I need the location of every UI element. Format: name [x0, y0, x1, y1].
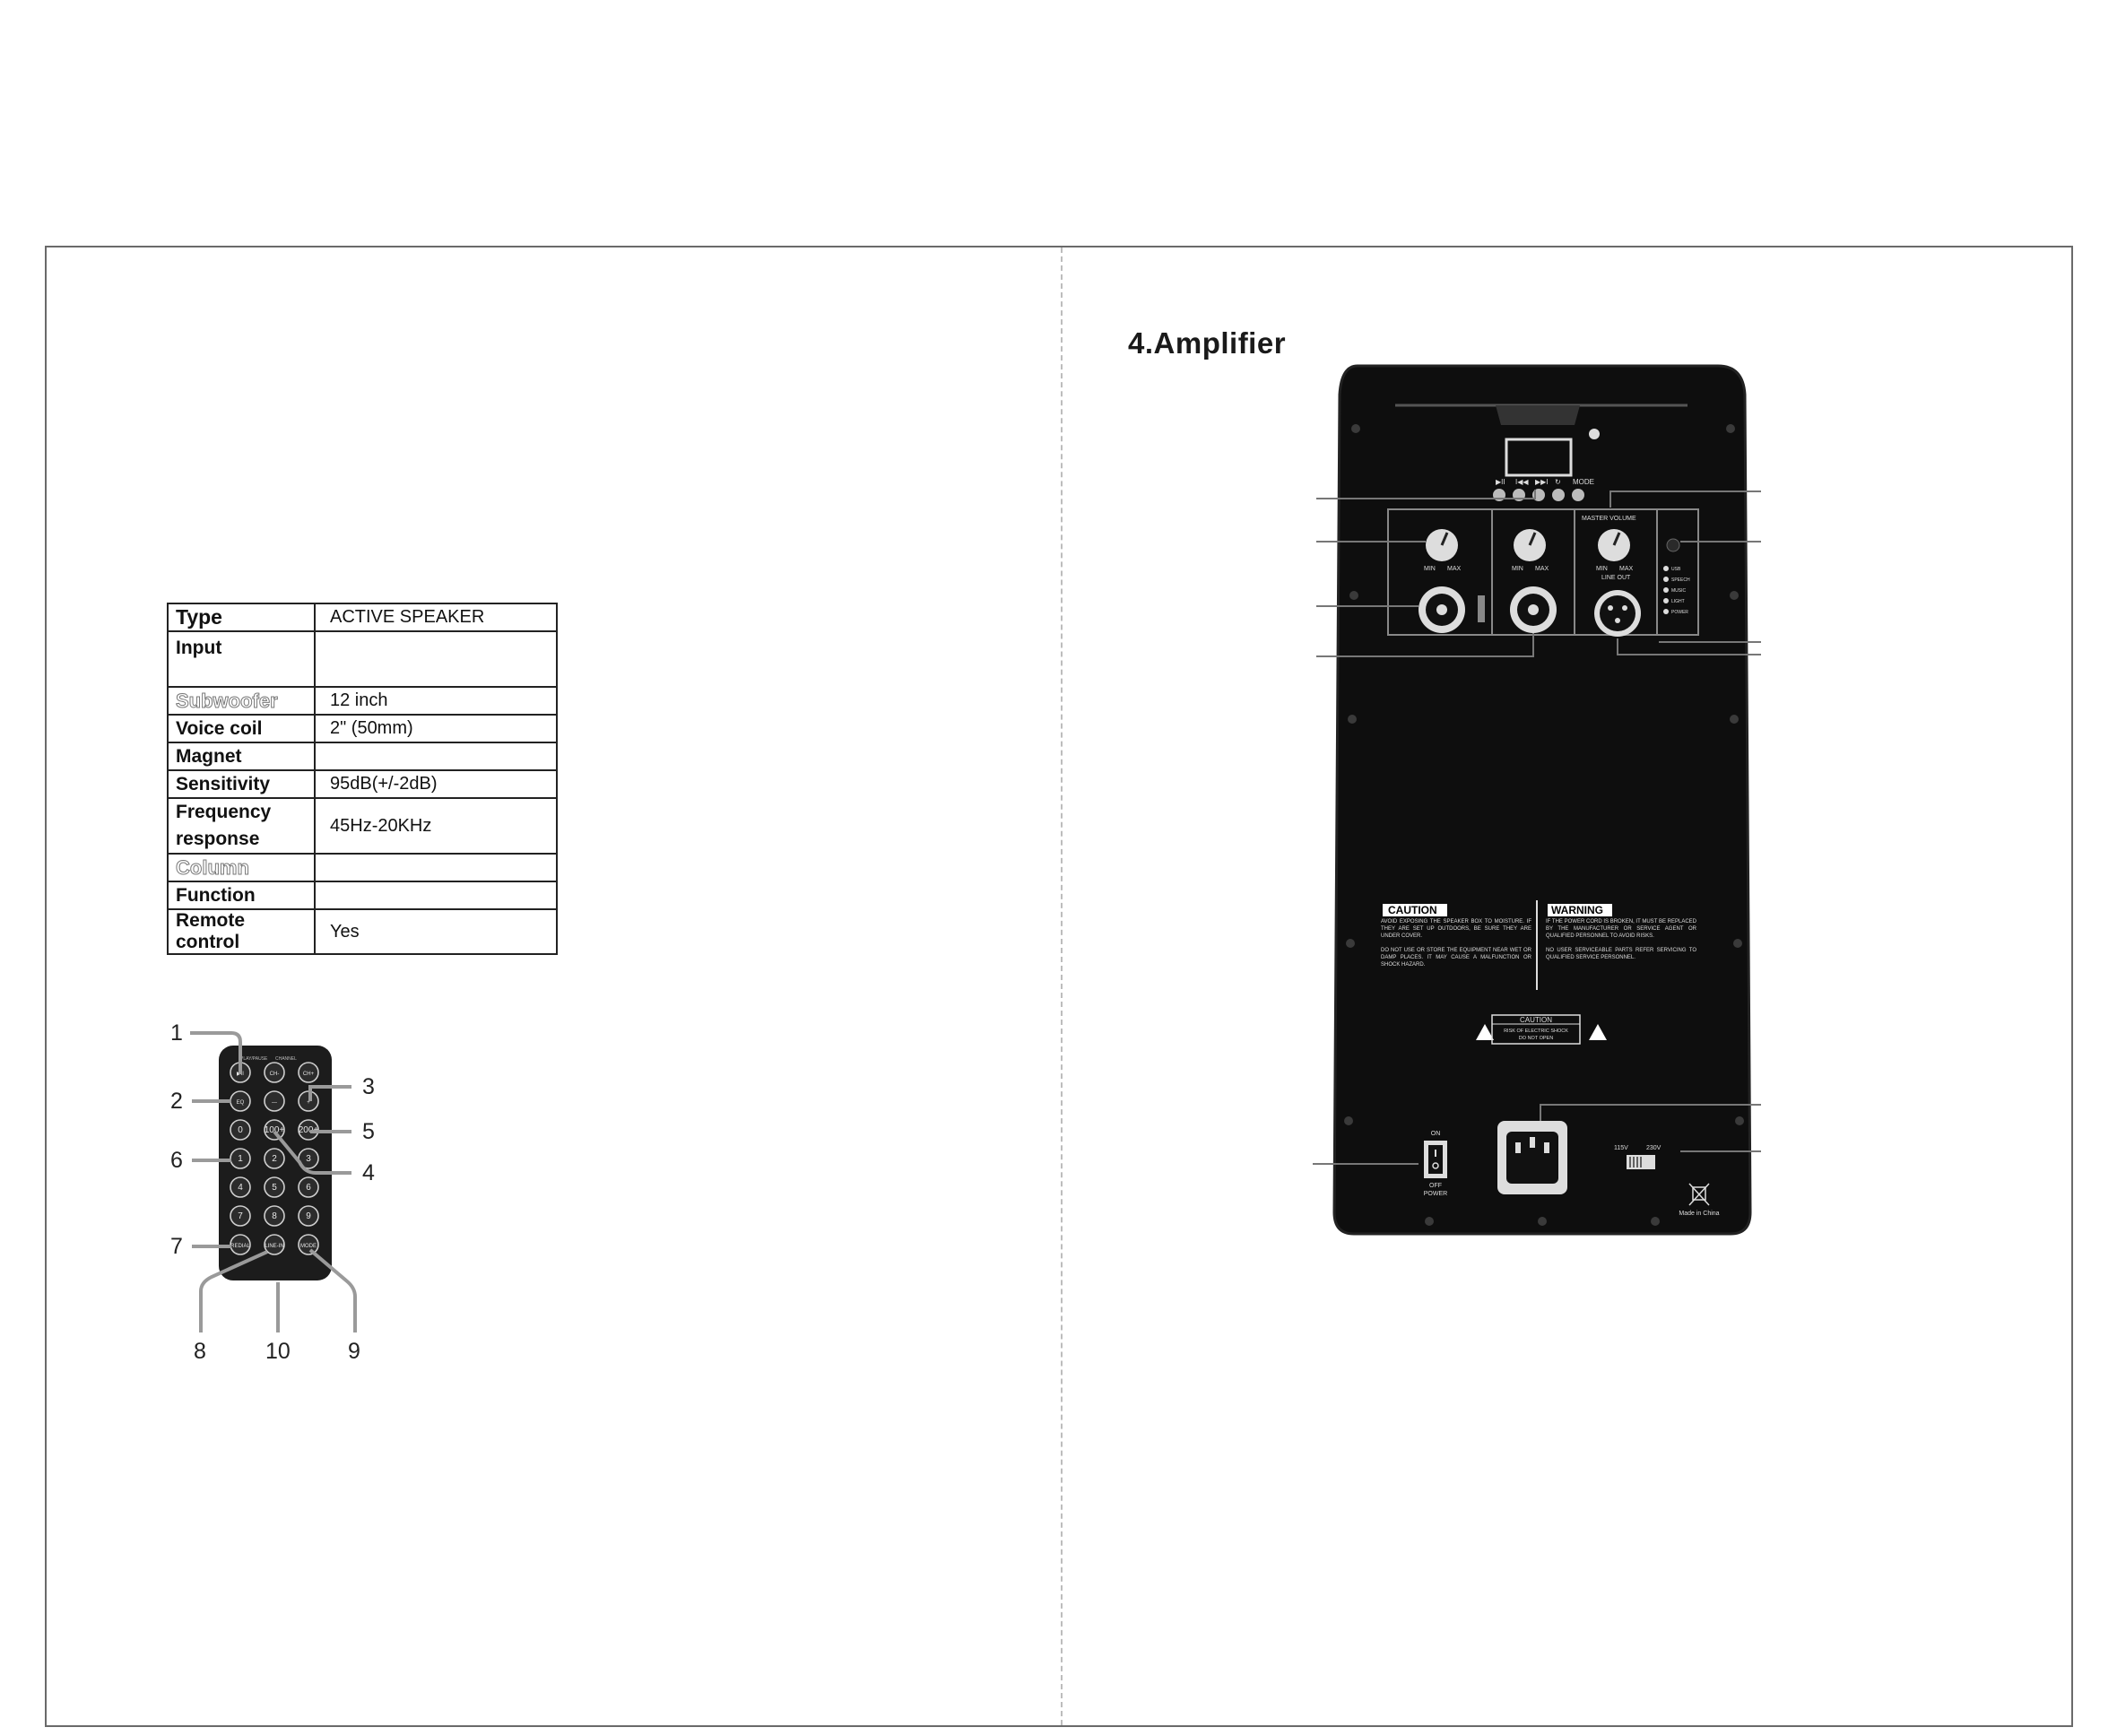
remote-button-label: 2	[272, 1154, 277, 1164]
power-label: POWER	[1423, 1191, 1448, 1197]
caution-text: DO NOT USE OR STORE THE EQUIPMENT NEAR WET OR DAMP PLACES. IT MAY CAUSE A MALFUNCTION OR SHOCK HAZARD.	[1381, 948, 1531, 968]
panel-led	[1589, 429, 1600, 439]
warning-text: IF THE POWER CORD IS BROKEN, IT MUST BE REPLACED BY THE MANUFACTURER OR SERVICE AGENT OR QUALIFIED PERSONNEL TO AVOID RISKS.	[1546, 919, 1696, 939]
callout-number: 7	[170, 1234, 183, 1259]
spec-label: Sensitivity	[168, 770, 315, 798]
remote-button-label: LINE-IN	[265, 1244, 284, 1249]
knob-min-label: MIN	[1424, 566, 1436, 572]
spec-label: Function	[168, 881, 315, 909]
spec-label: Column	[168, 854, 315, 881]
caution-text: AVOID EXPOSING THE SPEAKER BOX TO MOISTURE. IF THEY ARE SET UP OUTDOORS, BE SURE THEY ARE UNDER COVER.	[1381, 919, 1531, 939]
shock-caution-line1: RISK OF ELECTRIC SHOCK	[1504, 1029, 1568, 1034]
remote-button-label: +	[307, 1100, 310, 1106]
remote-button-label: 7	[238, 1211, 243, 1221]
remote-button-label: 9	[306, 1211, 311, 1221]
indicator-label: USB	[1671, 567, 1681, 572]
remote-button-label: 5	[272, 1183, 277, 1193]
caution-title: CAUTION	[1388, 904, 1437, 916]
spec-value: 45Hz-20KHz	[315, 798, 557, 854]
spec-label: Frequency response	[168, 798, 315, 854]
remote-button-label: EQ	[236, 1100, 245, 1106]
knob-min-label: MIN	[1596, 566, 1608, 572]
warning-text-block	[1546, 918, 1696, 999]
knob-max-label: MAX	[1535, 566, 1549, 572]
knob-min-label: MIN	[1512, 566, 1523, 572]
remote-button-label: ▶II	[237, 1072, 244, 1077]
spec-value: ACTIVE SPEAKER	[315, 603, 557, 631]
mode-button[interactable]	[1572, 489, 1584, 501]
callout-number: 8	[194, 1339, 206, 1364]
input-jacks	[1419, 586, 1641, 637]
spec-value: 12 inch	[315, 687, 557, 715]
power-on-label: ON	[1430, 1131, 1441, 1137]
spec-label: Voice coil	[168, 715, 315, 742]
callout-number: 1	[170, 1020, 183, 1046]
remote-button-label: 4	[238, 1183, 243, 1193]
warning-title: WARNING	[1551, 904, 1603, 916]
remote-button-label: MODE	[300, 1244, 317, 1249]
remote-button-label: 100+	[264, 1125, 285, 1135]
caution-text-block	[1381, 918, 1531, 999]
remote-button-label: REDIAL	[230, 1244, 250, 1249]
voltage-115-label: 115V	[1614, 1145, 1628, 1151]
callout-number: 10	[265, 1339, 291, 1364]
mode-label: MODE	[1573, 478, 1594, 486]
voltage-230-label: 230V	[1646, 1145, 1661, 1151]
remote-button-label: 3	[306, 1154, 311, 1164]
callout-number: 2	[170, 1089, 183, 1114]
remote-button-label: CH+	[302, 1072, 315, 1077]
line-out-label: LINE OUT	[1601, 575, 1631, 581]
spec-label: Magnet	[168, 742, 315, 770]
made-in-china-label: Made in China	[1679, 1211, 1720, 1217]
callout-number: 3	[362, 1074, 375, 1099]
next-icon: ▶▶I	[1535, 478, 1549, 486]
indicator-label: LIGHT	[1671, 599, 1685, 604]
remote-top-label: CHANNEL	[275, 1056, 297, 1062]
master-volume-label: MASTER VOLUME	[1582, 516, 1636, 522]
callout-number: 9	[348, 1339, 360, 1364]
spec-label: Remote control	[168, 909, 315, 954]
repeat-button[interactable]	[1552, 489, 1565, 501]
indicator-label: SPEECH	[1671, 577, 1690, 583]
remote-top-label: PLAY/PAUSE	[240, 1056, 268, 1062]
shock-caution-line2: DO NOT OPEN	[1518, 1036, 1554, 1041]
power-off-label: OFF	[1429, 1183, 1442, 1189]
callout-number: 5	[362, 1119, 375, 1144]
callout-number: 6	[170, 1148, 183, 1173]
remote-button-label: 6	[306, 1183, 311, 1193]
knob-max-label: MAX	[1619, 566, 1634, 572]
remote-button-label: 200+	[298, 1125, 319, 1135]
previous-icon: I◀◀	[1515, 478, 1529, 486]
remote-button-label: 1	[238, 1154, 243, 1164]
remote-button-label: 0	[238, 1125, 243, 1135]
play-pause-icon: ▶II	[1496, 478, 1505, 486]
remote-button-label: CH-	[269, 1072, 280, 1077]
remote-button-label: —	[272, 1100, 277, 1106]
spec-label: Input	[168, 631, 315, 687]
indicator-label: POWER	[1671, 610, 1688, 615]
indicator-label: MUSIC	[1671, 588, 1687, 594]
shock-caution-title: CAUTION	[1520, 1016, 1552, 1024]
spec-value: 95dB(+/-2dB)	[315, 770, 557, 798]
spec-value: Yes	[315, 909, 557, 954]
spec-label: Type	[168, 603, 315, 631]
repeat-icon: ↻	[1555, 478, 1561, 486]
remote-button-label: 8	[272, 1211, 277, 1221]
panel-handle	[1496, 405, 1580, 425]
callout-number: 4	[362, 1160, 375, 1185]
knob-max-label: MAX	[1447, 566, 1462, 572]
mic-line-switch[interactable]	[1478, 595, 1485, 622]
warning-text: NO USER SERVICEABLE PARTS REFER SERVICING TO QUALIFIED SERVICE PERSONNEL.	[1546, 948, 1696, 960]
spec-label: Subwoofer	[168, 687, 315, 715]
section-title: 4.Amplifier	[1128, 326, 1287, 360]
spec-value: 2" (50mm)	[315, 715, 557, 742]
